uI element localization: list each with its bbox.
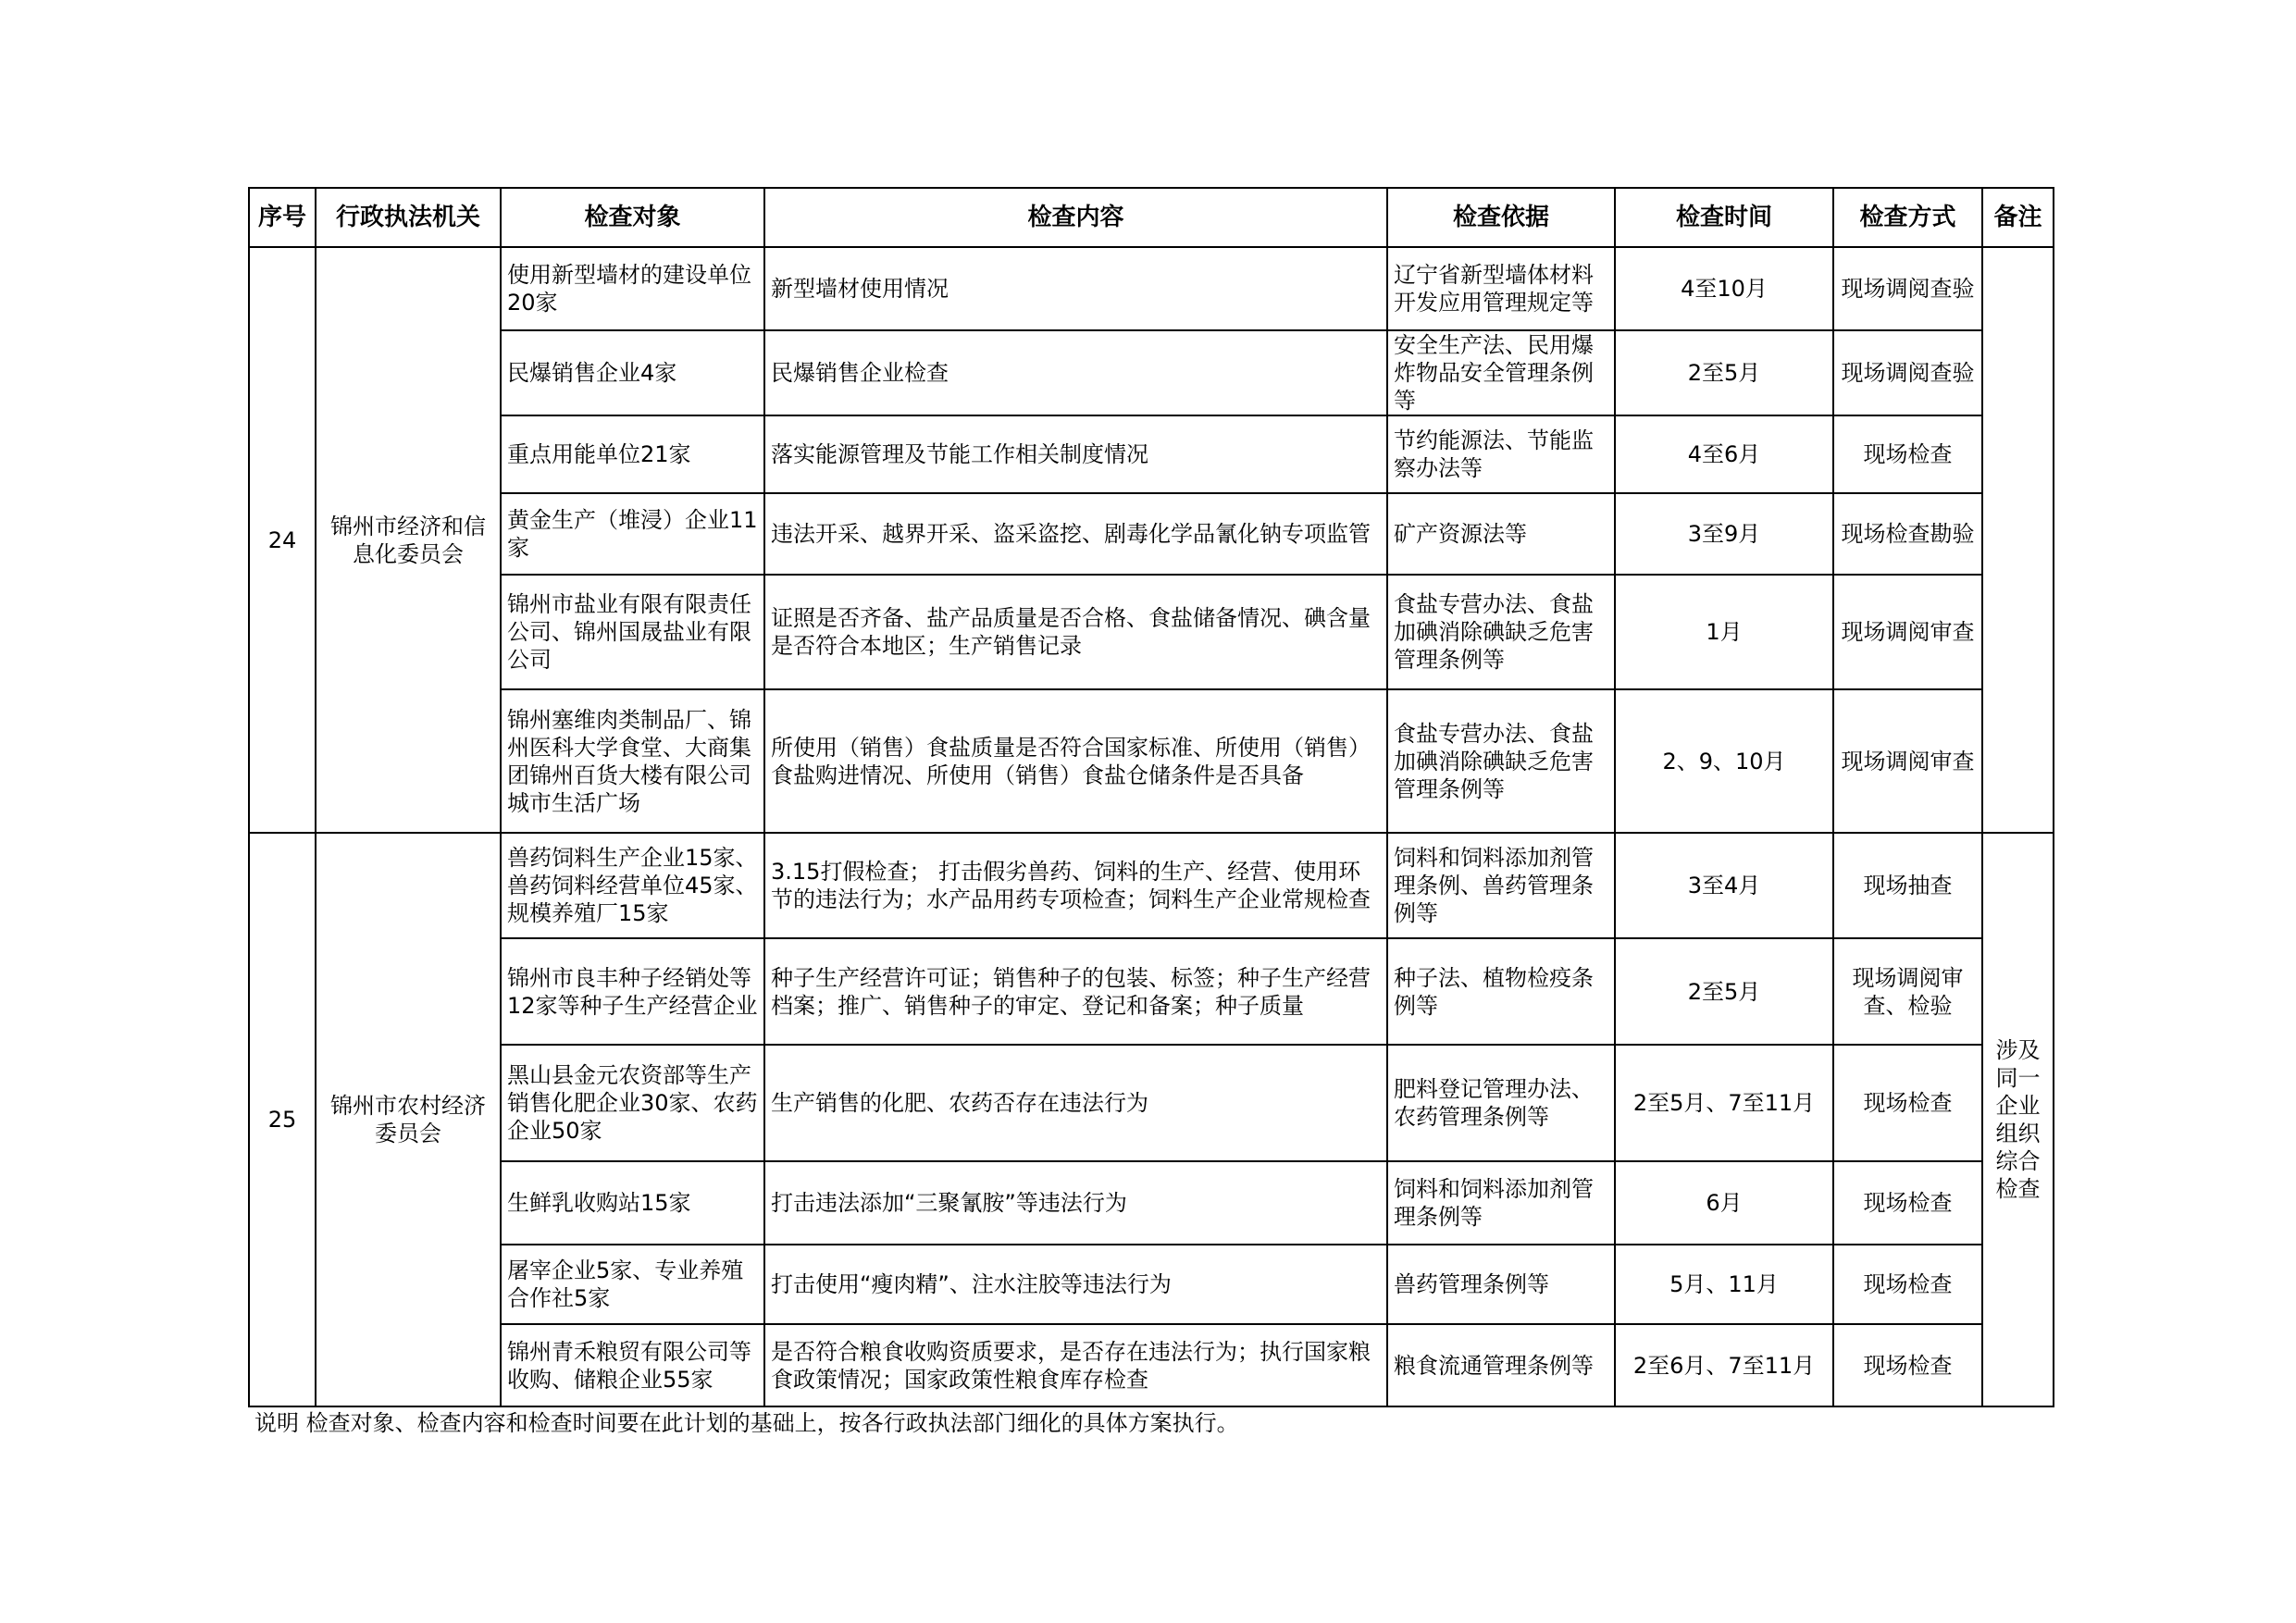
cell-basis: 粮食流通管理条例等 xyxy=(1387,1324,1615,1406)
cell-basis: 安全生产法、民用爆炸物品安全管理条例等 xyxy=(1387,330,1615,415)
cell-basis: 食盐专营办法、食盐加碘消除碘缺乏危害管理条例等 xyxy=(1387,575,1615,689)
cell-basis: 兽药管理条例等 xyxy=(1387,1245,1615,1324)
table-row xyxy=(249,1161,2054,1245)
cell-method: 现场调阅审查、检验 xyxy=(1833,938,1982,1045)
cell-content: 落实能源管理及节能工作相关制度情况 xyxy=(764,415,1387,493)
cell-target: 兽药饲料生产企业15家、兽药饲料经营单位45家、规模养殖厂15家 xyxy=(501,833,764,938)
cell-content: 3.15打假检查； 打击假劣兽药、饲料的生产、经营、使用环节的违法行为；水产品用药专项检查；饲料生产企业常规检查 xyxy=(764,833,1387,938)
cell-method: 现场检查 xyxy=(1833,415,1982,493)
table-row xyxy=(249,833,2054,938)
cell-time: 2至5月 xyxy=(1615,938,1833,1045)
cell-content: 违法开采、越界开采、盗采盗挖、剧毒化学品氰化钠专项监管 xyxy=(764,493,1387,575)
table-row xyxy=(249,330,2054,415)
cell-time: 5月、11月 xyxy=(1615,1245,1833,1324)
cell-basis: 矿产资源法等 xyxy=(1387,493,1615,575)
cell-time: 4至10月 xyxy=(1615,247,1833,330)
cell-basis: 饲料和饲料添加剂管理条例、兽药管理条例等 xyxy=(1387,833,1615,938)
row-remark xyxy=(1982,247,2054,833)
row-agency: 锦州市农村经济委员会 xyxy=(316,833,501,1406)
header-time: 检查时间 xyxy=(1615,188,1833,247)
header-no: 序号 xyxy=(249,188,316,247)
cell-target: 重点用能单位21家 xyxy=(501,415,764,493)
table-row xyxy=(249,575,2054,689)
cell-target: 黑山县金元农资部等生产销售化肥企业30家、农药企业50家 xyxy=(501,1045,764,1161)
cell-content: 打击使用“瘦肉精”、注水注胶等违法行为 xyxy=(764,1245,1387,1324)
header-content: 检查内容 xyxy=(764,188,1387,247)
cell-method: 现场调阅查验 xyxy=(1833,247,1982,330)
cell-basis: 肥料登记管理办法、农药管理条例等 xyxy=(1387,1045,1615,1161)
header-row xyxy=(249,188,2054,247)
table-row xyxy=(249,1045,2054,1161)
row-agency: 锦州市经济和信息化委员会 xyxy=(316,247,501,833)
cell-basis: 食盐专营办法、食盐加碘消除碘缺乏危害管理条例等 xyxy=(1387,689,1615,833)
cell-method: 现场调阅查验 xyxy=(1833,330,1982,415)
table-row xyxy=(249,493,2054,575)
cell-target: 锦州市盐业有限有限责任公司、锦州国晟盐业有限公司 xyxy=(501,575,764,689)
cell-time: 3至4月 xyxy=(1615,833,1833,938)
row-remark: 涉及同一企业组织综合检查 xyxy=(1982,833,2054,1406)
cell-method: 现场检查 xyxy=(1833,1045,1982,1161)
header-method: 检查方式 xyxy=(1833,188,1982,247)
cell-target: 黄金生产（堆浸）企业11家 xyxy=(501,493,764,575)
cell-time: 2至6月、7至11月 xyxy=(1615,1324,1833,1406)
cell-method: 现场检查勘验 xyxy=(1833,493,1982,575)
cell-time: 2至5月、7至11月 xyxy=(1615,1045,1833,1161)
cell-method: 现场检查 xyxy=(1833,1245,1982,1324)
cell-basis: 节约能源法、节能监察办法等 xyxy=(1387,415,1615,493)
cell-target: 屠宰企业5家、专业养殖合作社5家 xyxy=(501,1245,764,1324)
footnote: 说明 检查对象、检查内容和检查时间要在此计划的基础上，按各行政执法部门细化的具体方案执行。 xyxy=(254,1410,1239,1436)
cell-content: 种子生产经营许可证；销售种子的包装、标签；种子生产经营档案；推广、销售种子的审定、登记和备案；种子质量 xyxy=(764,938,1387,1045)
table-row xyxy=(249,689,2054,833)
cell-target: 锦州塞维肉类制品厂、锦州医科大学食堂、大商集团锦州百货大楼有限公司城市生活广场 xyxy=(501,689,764,833)
header-basis: 检查依据 xyxy=(1387,188,1615,247)
header-agency: 行政执法机关 xyxy=(316,188,501,247)
cell-target: 锦州青禾粮贸有限公司等收购、储粮企业55家 xyxy=(501,1324,764,1406)
cell-content: 证照是否齐备、盐产品质量是否合格、食盐储备情况、碘含量是否符合本地区；生产销售记录 xyxy=(764,575,1387,689)
inspection-plan-table xyxy=(248,187,2054,1407)
cell-target: 生鲜乳收购站15家 xyxy=(501,1161,764,1245)
cell-time: 2、9、10月 xyxy=(1615,689,1833,833)
row-no: 24 xyxy=(249,247,316,833)
cell-target: 民爆销售企业4家 xyxy=(501,330,764,415)
cell-content: 新型墙材使用情况 xyxy=(764,247,1387,330)
cell-method: 现场检查 xyxy=(1833,1161,1982,1245)
cell-target: 使用新型墙材的建设单位20家 xyxy=(501,247,764,330)
cell-method: 现场检查 xyxy=(1833,1324,1982,1406)
cell-method: 现场调阅审查 xyxy=(1833,575,1982,689)
table-row xyxy=(249,1245,2054,1324)
table-row xyxy=(249,415,2054,493)
table-row xyxy=(249,247,2054,330)
header-target: 检查对象 xyxy=(501,188,764,247)
row-no: 25 xyxy=(249,833,316,1406)
cell-time: 4至6月 xyxy=(1615,415,1833,493)
cell-time: 6月 xyxy=(1615,1161,1833,1245)
cell-target: 锦州市良丰种子经销处等12家等种子生产经营企业 xyxy=(501,938,764,1045)
cell-content: 民爆销售企业检查 xyxy=(764,330,1387,415)
cell-content: 所使用（销售）食盐质量是否符合国家标准、所使用（销售）食盐购进情况、所使用（销售）食盐仓储条件是否具备 xyxy=(764,689,1387,833)
cell-content: 是否符合粮食收购资质要求，是否存在违法行为；执行国家粮食政策情况；国家政策性粮食库存检查 xyxy=(764,1324,1387,1406)
cell-time: 3至9月 xyxy=(1615,493,1833,575)
cell-basis: 种子法、植物检疫条例等 xyxy=(1387,938,1615,1045)
cell-method: 现场调阅审查 xyxy=(1833,689,1982,833)
header-remark: 备注 xyxy=(1982,188,2054,247)
cell-basis: 饲料和饲料添加剂管理条例等 xyxy=(1387,1161,1615,1245)
cell-content: 生产销售的化肥、农药否存在违法行为 xyxy=(764,1045,1387,1161)
table-row xyxy=(249,1324,2054,1406)
cell-method: 现场抽查 xyxy=(1833,833,1982,938)
cell-content: 打击违法添加“三聚氰胺”等违法行为 xyxy=(764,1161,1387,1245)
table-row xyxy=(249,938,2054,1045)
cell-basis: 辽宁省新型墙体材料开发应用管理规定等 xyxy=(1387,247,1615,330)
cell-time: 2至5月 xyxy=(1615,330,1833,415)
cell-time: 1月 xyxy=(1615,575,1833,689)
